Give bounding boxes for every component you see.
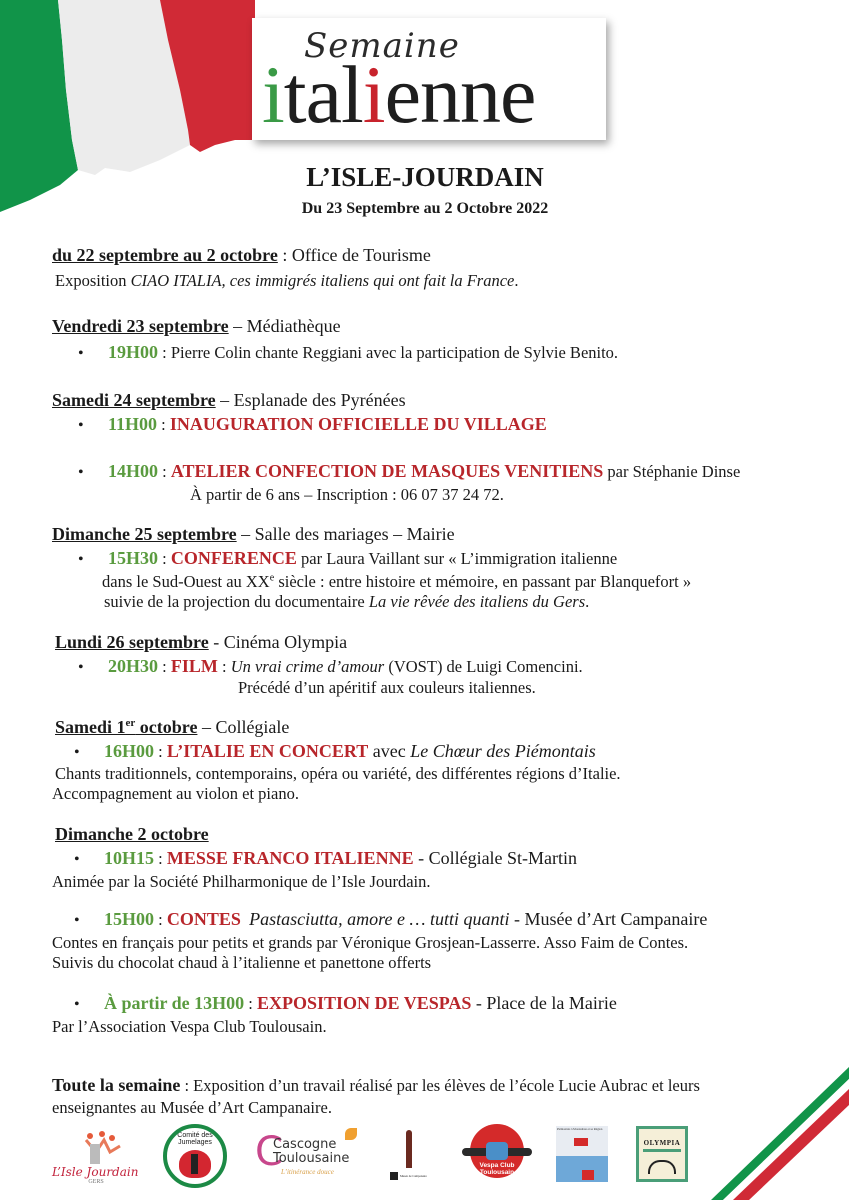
- superscript: er: [125, 717, 136, 729]
- event-time: 11H00: [108, 414, 158, 434]
- sat1-line2: Chants traditionnels, contemporains, opéra ou variété, des différentes régions d’Italie.: [55, 764, 621, 783]
- expo-title: CIAO ITALIA, ces immigrés italiens qui ont fait la France: [130, 271, 515, 290]
- mon26-event-film: [78, 656, 583, 677]
- sat24-place: Esplanade des Pyrénées: [233, 390, 406, 410]
- superscript: e: [269, 572, 275, 584]
- partner-logo-piemontais: [556, 1126, 608, 1182]
- event-title: MESSE FRANCO ITALIENNE: [166, 848, 414, 868]
- separator: –: [236, 524, 255, 544]
- sat1-place: Collégiale: [215, 717, 290, 737]
- event-text: par Stéphanie Dinse: [603, 462, 741, 481]
- separator: -: [208, 632, 224, 652]
- bullet: •: [74, 912, 80, 929]
- sun2-contes-line3: Suivis du chocolat chaud à l’italienne et panettone offerts: [52, 953, 432, 972]
- event-title: INAUGURATION OFFICIELLE DU VILLAGE: [169, 414, 547, 434]
- event-time: 20H30: [108, 656, 159, 676]
- event-time: À partir de 13H00: [104, 993, 245, 1013]
- butterfly-icon: [345, 1128, 357, 1140]
- sun25-event-conference: [78, 548, 617, 569]
- event-text: suivie de la projection du documentaire: [104, 592, 369, 611]
- event-text: - Place de la Mairie: [471, 993, 617, 1013]
- week-note: [52, 1075, 700, 1096]
- event-time: 16H00: [104, 741, 155, 761]
- expo-prefix: Exposition: [55, 271, 131, 290]
- bullet: •: [74, 744, 80, 761]
- expo-place: Office de Tourisme: [291, 245, 431, 265]
- title-main: [262, 49, 536, 140]
- bullet: •: [78, 464, 84, 481]
- flag-icon: [574, 1138, 588, 1146]
- event-time: 15H30: [108, 548, 159, 568]
- title-banner: [252, 18, 606, 140]
- sun25-place: Salle des mariages – Mairie: [254, 524, 455, 544]
- sun2-date: Dimanche 2 octobre: [55, 824, 209, 844]
- separator: :: [158, 462, 171, 481]
- mon26-line2: Précédé d’un apéritif aux couleurs italiennes.: [238, 678, 536, 697]
- bell-tower-icon: [406, 1130, 412, 1168]
- title-letter-green: i: [262, 49, 284, 140]
- crowns-icon: [52, 1130, 140, 1170]
- sat24-atelier-details: À partir de 6 ans – Inscription : 06 07 37 24 72.: [190, 485, 504, 504]
- bullet: •: [78, 345, 84, 362]
- event-title: CONFERENCE: [170, 548, 297, 568]
- logo-jumelages-name: Comité des Jumelages: [177, 1132, 213, 1146]
- logo-cascogne-name: Cascogne Toulousaine: [273, 1137, 350, 1166]
- contes-title: Pastasciutta, amore e … tutti quanti: [249, 909, 510, 929]
- film-title: Un vrai crime d’amour: [230, 657, 385, 676]
- separator: :: [158, 549, 171, 568]
- logo-isle-jourdain-sub: GERS: [88, 1179, 104, 1185]
- event-time: 19H00: [108, 342, 159, 362]
- logo-piemontais-name: Piémontais à Montauban et sa Région: [557, 1127, 603, 1131]
- fri23-header: [52, 316, 341, 337]
- title-letters: l: [340, 49, 363, 140]
- partner-logo-isle-jourdain: [52, 1130, 140, 1185]
- event-title: ATELIER CONFECTION DE MASQUES VENITIENS: [170, 461, 604, 481]
- sat1-date: [55, 717, 197, 737]
- separator: :: [277, 245, 292, 265]
- choir-name: Le Chœur des Piémontais: [410, 741, 596, 761]
- bullet: •: [74, 851, 80, 868]
- sat1-line3: Accompagnement au violon et piano.: [52, 784, 299, 803]
- partner-logo-cascogne: [255, 1128, 365, 1183]
- sun25-header: [52, 524, 455, 545]
- event-time: 14H00: [108, 461, 159, 481]
- event-title: EXPOSITION DE VESPAS: [257, 993, 472, 1013]
- logo-musee-name: Musée de Campanaire: [400, 1174, 427, 1178]
- sat24-header: [52, 390, 406, 411]
- sun2-event-contes: [74, 909, 707, 930]
- sun2-header: [55, 824, 209, 845]
- partner-logo-vespa-club: [462, 1124, 532, 1188]
- scooter-icon: [486, 1142, 508, 1160]
- event-text: Pierre Colin chante Reggiani avec la participation de Sylvie Benito.: [170, 343, 619, 362]
- logo-olympia-name: OLYMPIA: [643, 1139, 681, 1147]
- sun2-messe-line2: Animée par la Société Philharmonique de l’Isle Jourdain.: [52, 872, 431, 891]
- sat1-event-concert: [74, 741, 596, 762]
- event-time: 15H00: [104, 909, 155, 929]
- separator: –: [215, 390, 234, 410]
- event-text: dans le Sud-Ouest au XX: [102, 572, 270, 591]
- week-note-line2: enseignantes au Musée d’Art Campanaire.: [52, 1098, 332, 1117]
- tricolor-corner-ribbon: [709, 1065, 849, 1200]
- sun2-event-vespas: [74, 993, 617, 1014]
- title-letters: ta: [283, 49, 341, 140]
- festival-dates: Du 23 Septembre au 2 Octobre 2022: [301, 200, 549, 217]
- sun25-date: Dimanche 25 septembre: [52, 524, 237, 544]
- savoy-flag-icon: [582, 1170, 594, 1180]
- expo-date: du 22 septembre au 2 octobre: [52, 245, 278, 265]
- event-text: siècle : entre histoire et mémoire, en passant par Blanquefort »: [274, 572, 692, 591]
- logo-cascogne-sub: L’itinérance douce: [281, 1168, 334, 1176]
- sat24-date: Samedi 24 septembre: [52, 390, 216, 410]
- event-text: - Musée d’Art Campanaire: [509, 909, 708, 929]
- fri23-date: Vendredi 23 septembre: [52, 316, 229, 336]
- sat1-header: [55, 717, 289, 738]
- separator: :: [158, 657, 171, 676]
- logo-isle-jourdain-name: L’Isle Jourdain: [52, 1165, 139, 1179]
- fri23-event: [78, 342, 618, 363]
- separator: :: [217, 657, 231, 676]
- event-text: - Collégiale St-Martin: [413, 848, 578, 868]
- fri23-place: Médiathèque: [246, 316, 341, 336]
- expo-header: [52, 245, 431, 266]
- date-text: octobre: [135, 717, 198, 737]
- separator: :: [244, 994, 258, 1013]
- italian-flag-graphic: [0, 0, 290, 230]
- bullet: •: [78, 551, 84, 568]
- mon26-header: [55, 632, 347, 653]
- title-letter-red: i: [362, 49, 385, 140]
- spacer: [241, 910, 249, 929]
- arch-icon: [648, 1160, 676, 1174]
- logo-cascogne-mark: C: [255, 1129, 283, 1175]
- separator: :: [154, 910, 167, 929]
- week-label: Toute la semaine: [52, 1075, 181, 1095]
- separator: :: [157, 415, 170, 434]
- event-time: 10H15: [104, 848, 155, 868]
- sun25-line3: [104, 592, 589, 612]
- event-text: par Laura Vaillant sur « L’immigration italienne: [296, 549, 618, 568]
- event-text: .: [585, 592, 590, 611]
- sun2-vespas-line2: Par l’Association Vespa Club Toulousain.: [52, 1017, 327, 1036]
- date-text: Samedi 1: [55, 717, 126, 737]
- event-text: avec: [368, 741, 411, 761]
- separator: :: [154, 849, 167, 868]
- title-letters: enne: [384, 49, 536, 140]
- sun2-contes-line2: Contes en français pour petits et grands par Véronique Grosjean-Lasserre. Asso Faim de Contes.: [52, 933, 689, 952]
- town-heading: L’ISLE-JOURDAIN: [306, 162, 544, 192]
- sun2-event-messe: [74, 848, 577, 869]
- separator: –: [228, 316, 247, 336]
- week-text: : Exposition d’un travail réalisé par les élèves de l’école Lucie Aubrac et leurs: [180, 1076, 700, 1095]
- sat24-event-inauguration: [78, 414, 547, 435]
- bullet: •: [78, 417, 84, 434]
- separator: :: [158, 343, 171, 362]
- logo-vespa-club-name: Vespa Club Toulousain: [479, 1162, 515, 1176]
- bullet: •: [78, 659, 84, 676]
- sun25-line2: [102, 572, 691, 592]
- bullet: •: [74, 996, 80, 1013]
- mon26-date: Lundi 26 septembre: [55, 632, 209, 652]
- separator: –: [197, 717, 216, 737]
- partner-logo-musee: [390, 1128, 430, 1183]
- partner-logo-jumelages: [163, 1124, 227, 1188]
- event-text: (VOST) de Luigi Comencini.: [384, 657, 583, 676]
- title-script: Semaine: [304, 26, 460, 66]
- event-title: L’ITALIE EN CONCERT: [166, 741, 369, 761]
- separator: :: [154, 742, 167, 761]
- sat24-event-atelier: [78, 461, 740, 482]
- museum-mark-icon: [390, 1172, 398, 1180]
- expo-description: [55, 271, 519, 291]
- event-title: FILM: [170, 656, 218, 676]
- documentary-title: La vie rêvée des italiens du Gers: [368, 592, 586, 611]
- partner-logo-olympia: [636, 1126, 688, 1182]
- mon26-place: Cinéma Olympia: [223, 632, 348, 652]
- event-title: CONTES: [166, 909, 241, 929]
- expo-suffix: .: [514, 271, 519, 290]
